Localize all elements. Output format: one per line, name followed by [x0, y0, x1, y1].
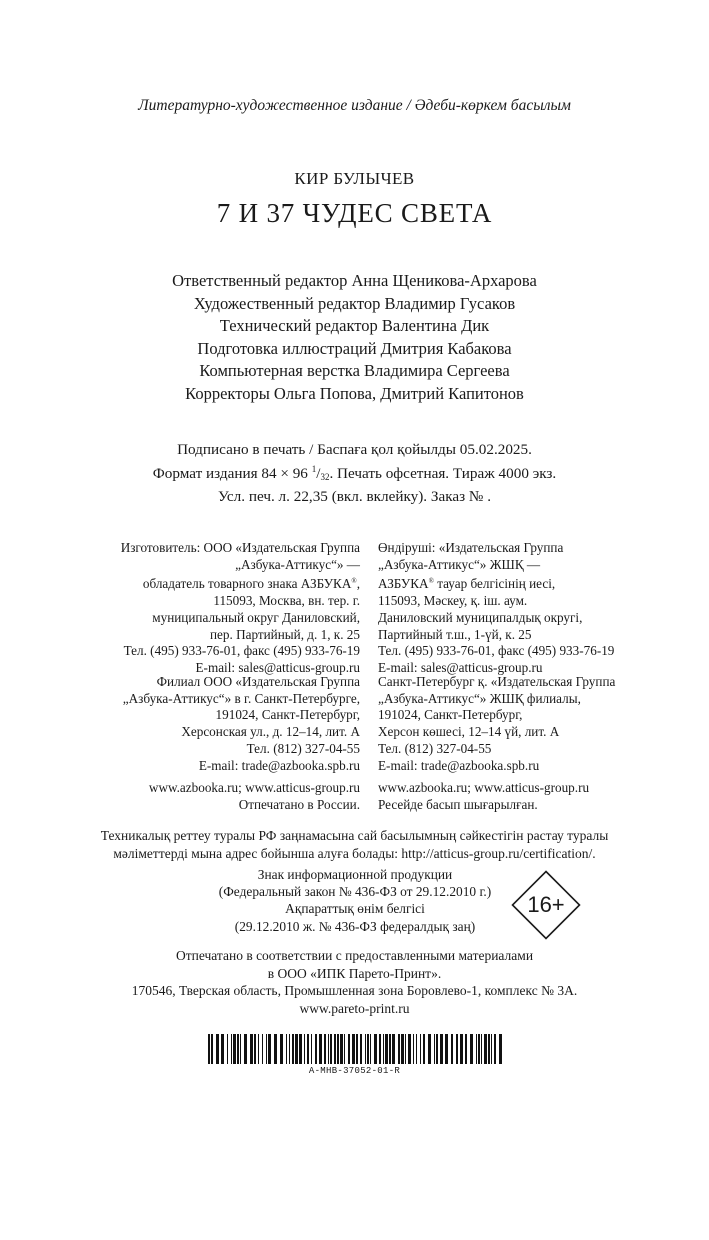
- manufacturer-ru: Изготовитель: ООО «Издательская Группа „Азбука-Аттикус“» — обладатель товарного знака АЗБУКА®, 115093, Москва, вн. тер. г. муниципальный округ Даниловский, пер. Партийный, д. 1, к. 25 Тел. (495) 933-76-01, факс (495) 933-76-19 E-mail: sales@atticus-group.ru: [120, 540, 360, 675]
- signed-date: Подписано в печать / Баспаға қол қойылды 05.02.2025.: [177, 441, 532, 458]
- staff-line: Компьютерная верстка Владимира Сергеева: [199, 361, 510, 381]
- web-kz: www.azbooka.ru; www.atticus-group.ru Ресейде басып шығарылған.: [378, 780, 590, 812]
- printer-info: Отпечатано в соответствии с предоставленными материалами в ООО «ИПК Парето-Принт». 170546, Тверская область, Промышленная зона Боровлево-1, комплекс № 3А. www.pareto-print.ru: [131, 948, 578, 1016]
- branch-kz: Санкт-Петербург қ. «Издательская Группа „Азбука-Аттикус“» ЖШҚ филиалы, 191024, Санкт-Петербург, Херсон көшесі, 12–14 үй, лит. А Тел. (812) 327-04-55 E-mail: trade@azbooka.spb.ru: [378, 674, 616, 773]
- certification-note: Техникалық реттеу туралы РФ заңнамасына сай басылымның сәйкестігін растау туралы мәліметтерді мына адрес бойынша алуға болады: http://atticus-group.ru/certification/.: [100, 828, 609, 861]
- staff-line: Подготовка иллюстраций Дмитрия Кабакова: [197, 338, 512, 358]
- book-title: 7 И 37 ЧУДЕС СВЕТА: [216, 198, 493, 228]
- publication-details: [0, 440, 709, 507]
- staff-line: Корректоры Ольга Попова, Дмитрий Капитонов: [185, 383, 524, 403]
- staff-line: Ответственный редактор Анна Щеникова-Архарова: [172, 271, 537, 290]
- web-ru: www.azbooka.ru; www.atticus-group.ru Отпечатано в России.: [148, 780, 360, 812]
- staff-line: Технический редактор Валентина Дик: [219, 316, 490, 336]
- age-rating-badge: [511, 870, 581, 940]
- staff-line: Художественный редактор Владимир Гусаков: [193, 293, 516, 313]
- format-numerator: 1: [311, 463, 317, 474]
- sheets-line: Усл. печ. л. 22,35 (вкл. вклейку). Заказ № .: [217, 488, 491, 505]
- barcode-icon: [208, 1034, 502, 1064]
- editorial-staff: [0, 270, 709, 406]
- manufacturer-kz: Өндіруші: «Издательская Группа „Азбука-Аттикус“» ЖШҚ — АЗБУКА® тауар белгісінің иесі, 115093, Мәскеу, қ. іш. аум. Даниловский муниципалдық округі, Партийный т.ш., 1-үй, к. 25 Тел. (495) 933-76-01, факс (495) 933-76-19 E-mail: sales@atticus-group.ru: [378, 540, 615, 675]
- format-denominator: 32: [320, 471, 330, 482]
- age-rating-label: 16+: [527, 892, 565, 917]
- author-name: КИР БУЛЫЧЕВ: [294, 169, 415, 188]
- info-product-sign: Знак информационной продукции (Федеральный закон № 436-ФЗ от 29.12.2010 г.) Ақпараттық өнім белгісі (29.12.2010 ж. № 436-ФЗ федералдық заң): [218, 867, 492, 934]
- barcode-text: А-МНВ-37052-01-R: [308, 1066, 401, 1076]
- genre-line: Литературно-художественное издание / Әдеби-көркем басылым: [138, 97, 571, 114]
- branch-ru: Филиал ООО «Издательская Группа „Азбука-Аттикус“» в г. Санкт-Петербурге, 191024, Санкт-Петербург, Херсонская ул., д. 12–14, лит. А Тел. (812) 327-04-55 E-mail: trade@azbooka.spb.ru: [122, 674, 360, 773]
- format-line: Формат издания 84 × 96 $^1/_{32}$. Печать офсетная. Тираж 4000 экз.: [152, 463, 557, 482]
